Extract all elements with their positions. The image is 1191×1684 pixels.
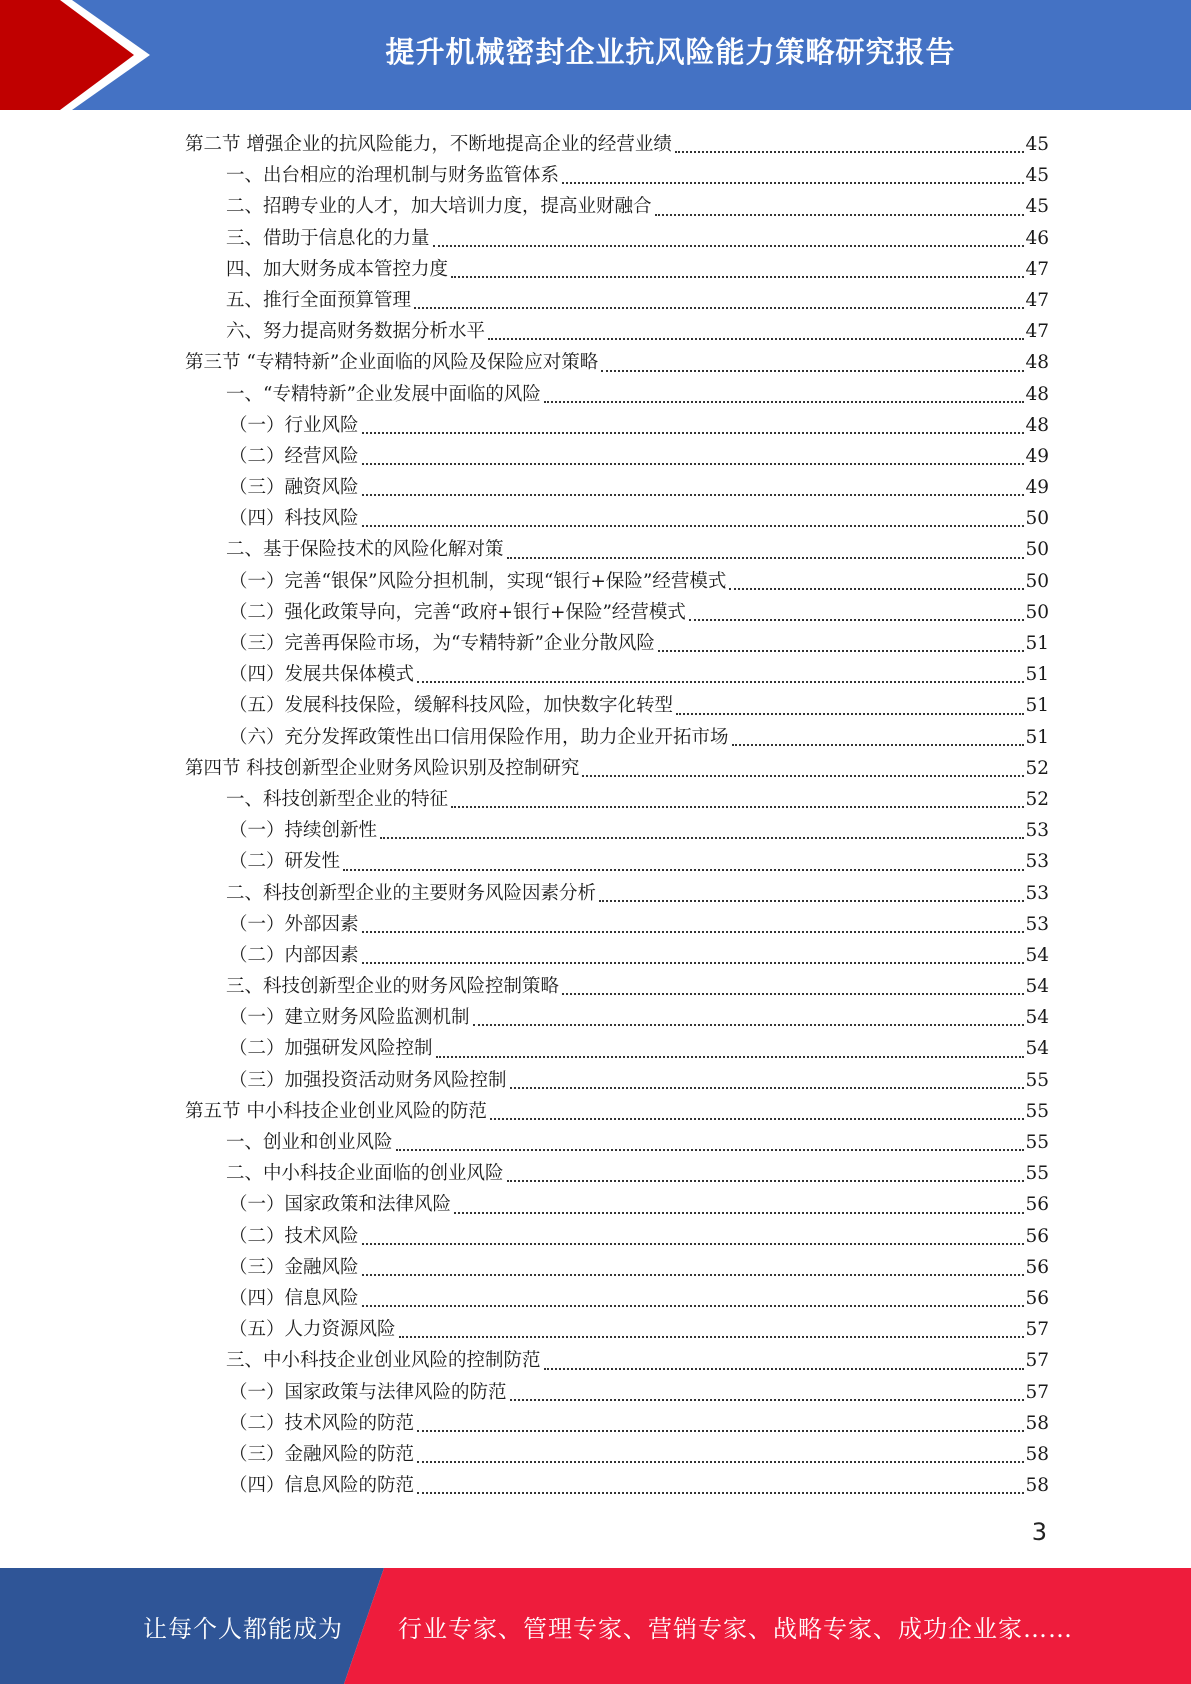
- toc-dot-leader: [490, 1116, 1025, 1120]
- header-title: 提升机械密封企业抗风险能力策略研究报告: [385, 34, 956, 69]
- toc-entry-page: 50: [1025, 539, 1049, 561]
- toc-entry-title: 五、推行全面预算管理: [226, 289, 412, 311]
- toc-entry[interactable]: [185, 753, 1049, 784]
- toc-entry-title: （三）加强投资活动财务风险控制: [229, 1069, 507, 1091]
- toc-entry-title: 三、借助于信息化的力量: [226, 227, 430, 249]
- toc-entry[interactable]: [185, 254, 1049, 285]
- toc-entry[interactable]: [185, 1158, 1049, 1189]
- toc-entry[interactable]: [185, 1283, 1049, 1314]
- toc-dot-leader: [362, 929, 1025, 933]
- toc-entry-title: （三）融资风险: [229, 477, 359, 499]
- toc-entry-page: 48: [1025, 352, 1049, 374]
- toc-entry-page: 58: [1025, 1475, 1049, 1497]
- toc-dot-leader: [544, 399, 1025, 403]
- toc-entry[interactable]: [185, 690, 1049, 721]
- toc-dot-leader: [689, 617, 1025, 621]
- toc-entry[interactable]: [185, 191, 1049, 222]
- toc-entry[interactable]: [185, 846, 1049, 877]
- toc-dot-leader: [507, 1178, 1025, 1182]
- toc-entry[interactable]: [185, 1002, 1049, 1033]
- toc-entry-title: 一、出台相应的治理机制与财务监管体系: [226, 165, 560, 187]
- toc-dot-leader: [510, 1397, 1025, 1401]
- toc-entry-page: 53: [1025, 820, 1049, 842]
- toc-entry-title: 第二节 增强企业的抗风险能力，不断地提高企业的经营业绩: [185, 134, 672, 155]
- toc-entry-title: 二、基于保险技术的风险化解对策: [226, 539, 504, 561]
- toc-entry[interactable]: [185, 160, 1049, 191]
- toc-dot-leader: [451, 274, 1024, 278]
- toc-entry[interactable]: [185, 316, 1049, 347]
- header-arrow-decoration: [0, 0, 160, 110]
- toc-entry[interactable]: [185, 1252, 1049, 1283]
- toc-entry-title: （四）科技风险: [229, 508, 359, 530]
- toc-entry[interactable]: [185, 597, 1049, 628]
- toc-entry-page: 47: [1025, 321, 1049, 343]
- toc-entry[interactable]: [185, 722, 1049, 753]
- toc-dot-leader: [380, 835, 1024, 839]
- toc-dot-leader: [362, 1272, 1025, 1276]
- toc-entry-page: 52: [1025, 788, 1049, 810]
- toc-entry-title: （二）技术风险: [229, 1225, 359, 1247]
- toc-entry-title: 第三节 “专精特新”企业面临的风险及保险应对策略: [185, 352, 599, 374]
- toc-dot-leader: [676, 711, 1024, 715]
- toc-entry-title: 四、加大财务成本管控力度: [226, 258, 449, 280]
- toc-entry-title: （五）人力资源风险: [229, 1319, 396, 1341]
- toc-entry-page: 53: [1025, 851, 1049, 873]
- toc-entry[interactable]: [185, 1096, 1049, 1127]
- toc-entry-title: （一）国家政策与法律风险的防范: [229, 1381, 507, 1403]
- toc-dot-leader: [417, 679, 1024, 683]
- toc-dot-leader: [675, 149, 1025, 153]
- toc-entry[interactable]: [185, 1221, 1049, 1252]
- toc-entry[interactable]: [185, 1127, 1049, 1158]
- toc-dot-leader: [473, 1022, 1025, 1026]
- toc-entry-page: 50: [1025, 508, 1049, 530]
- toc-entry-page: 54: [1025, 976, 1049, 998]
- toc-entry-title: （二）经营风险: [229, 445, 359, 467]
- toc-entry-page: 50: [1025, 570, 1049, 592]
- toc-dot-leader: [562, 991, 1024, 995]
- toc-dot-leader: [454, 1210, 1024, 1214]
- toc-entry-title: （二）研发性: [229, 851, 341, 873]
- toc-entry-page: 57: [1025, 1319, 1049, 1341]
- toc-entry-page: 54: [1025, 1007, 1049, 1029]
- toc-entry-title: 第五节 中小科技企业创业风险的防范: [185, 1100, 487, 1122]
- toc-entry-title: （四）信息风险: [229, 1287, 359, 1309]
- toc-dot-leader: [362, 960, 1025, 964]
- toc-entry-page: 46: [1025, 227, 1049, 249]
- toc-dot-leader: [601, 368, 1024, 372]
- toc-entry-title: 二、招聘专业的人才，加大培训力度，提高业财融合: [226, 196, 652, 218]
- toc-dot-leader: [362, 461, 1025, 465]
- toc-dot-leader: [655, 212, 1025, 216]
- toc-entry-page: 56: [1025, 1287, 1049, 1309]
- toc-dot-leader: [362, 492, 1025, 496]
- table-of-contents: [185, 129, 1049, 1501]
- toc-dot-leader: [436, 1054, 1025, 1058]
- toc-entry-title: （三）金融风险的防范: [229, 1443, 415, 1465]
- toc-dot-leader: [729, 586, 1024, 590]
- toc-entry[interactable]: [185, 940, 1049, 971]
- toc-entry-page: 51: [1025, 633, 1049, 654]
- toc-entry-page: 55: [1025, 1163, 1049, 1185]
- toc-dot-leader: [488, 336, 1024, 340]
- toc-entry[interactable]: [185, 628, 1049, 659]
- toc-entry[interactable]: [185, 285, 1049, 316]
- toc-entry-page: 45: [1025, 165, 1049, 187]
- toc-entry-page: 51: [1025, 695, 1049, 717]
- toc-entry-title: 一、创业和创业风险: [226, 1132, 393, 1153]
- toc-entry-page: 47: [1025, 289, 1049, 311]
- toc-entry-title: （二）内部因素: [229, 944, 359, 966]
- toc-entry-page: 45: [1025, 196, 1049, 218]
- toc-entry-page: 58: [1025, 1412, 1049, 1434]
- toc-entry[interactable]: [185, 347, 1049, 378]
- toc-entry-title: 三、中小科技企业创业风险的控制防范: [226, 1350, 541, 1372]
- toc-entry-title: 一、“专精特新”企业发展中面临的风险: [226, 383, 541, 405]
- page-header: [0, 0, 1191, 110]
- toc-entry-title: 二、中小科技企业面临的创业风险: [226, 1163, 504, 1185]
- toc-entry-title: 第四节 科技创新型企业财务风险识别及控制研究: [185, 757, 580, 779]
- toc-dot-leader: [343, 867, 1024, 871]
- toc-entry-page: 48: [1025, 383, 1049, 405]
- toc-entry-title: （二）加强研发风险控制: [229, 1038, 433, 1060]
- toc-entry[interactable]: [185, 784, 1049, 815]
- toc-entry-page: 55: [1025, 1100, 1049, 1122]
- toc-dot-leader: [658, 648, 1025, 652]
- toc-dot-leader: [582, 773, 1024, 777]
- toc-dot-leader: [362, 430, 1025, 434]
- toc-entry-title: （一）建立财务风险监测机制: [229, 1007, 470, 1029]
- toc-entry-title: （四）发展共保体模式: [229, 664, 415, 686]
- page-number: 3: [1031, 1518, 1047, 1546]
- toc-entry[interactable]: [185, 971, 1049, 1002]
- toc-entry[interactable]: [185, 410, 1049, 441]
- toc-entry-page: 57: [1025, 1381, 1049, 1403]
- toc-dot-leader: [599, 898, 1024, 902]
- toc-entry-title: （一）国家政策和法律风险: [229, 1194, 452, 1216]
- toc-entry-title: （四）信息风险的防范: [229, 1475, 415, 1497]
- toc-dot-leader: [362, 1303, 1025, 1307]
- toc-entry[interactable]: [185, 1377, 1049, 1408]
- toc-dot-leader: [544, 1366, 1025, 1370]
- toc-dot-leader: [399, 1334, 1025, 1338]
- toc-dot-leader: [417, 1459, 1024, 1463]
- toc-entry[interactable]: [185, 223, 1049, 254]
- toc-entry[interactable]: [185, 1033, 1049, 1064]
- toc-entry[interactable]: [185, 815, 1049, 846]
- toc-dot-leader: [362, 523, 1025, 527]
- toc-entry-page: 52: [1025, 757, 1049, 779]
- toc-dot-leader: [396, 1147, 1025, 1151]
- footer-slogan-right: 行业专家、管理专家、营销专家、战略专家、成功企业家……: [398, 1614, 1073, 1643]
- toc-entry-page: 55: [1025, 1069, 1049, 1091]
- toc-entry-title: （一）完善“银保”风险分担机制，实现“银行+保险”经营模式: [229, 570, 727, 592]
- toc-entry-page: 51: [1025, 726, 1049, 748]
- toc-entry[interactable]: [185, 1065, 1049, 1096]
- toc-entry[interactable]: [185, 1189, 1049, 1220]
- toc-entry[interactable]: [185, 1408, 1049, 1439]
- toc-entry-title: （三）金融风险: [229, 1256, 359, 1278]
- toc-entry-page: 47: [1025, 258, 1049, 280]
- toc-entry[interactable]: [185, 566, 1049, 597]
- toc-entry-title: （一）外部因素: [229, 913, 359, 935]
- toc-entry-title: （二）技术风险的防范: [229, 1412, 415, 1434]
- toc-dot-leader: [562, 180, 1024, 184]
- toc-entry[interactable]: [185, 1345, 1049, 1376]
- toc-entry[interactable]: [185, 129, 1049, 160]
- toc-entry-page: 51: [1025, 664, 1049, 686]
- toc-dot-leader: [414, 305, 1024, 309]
- toc-dot-leader: [732, 742, 1025, 746]
- toc-entry-page: 45: [1025, 134, 1049, 155]
- toc-entry-page: 50: [1025, 601, 1049, 623]
- toc-entry-page: 49: [1025, 445, 1049, 467]
- toc-entry-title: （一）行业风险: [229, 414, 359, 436]
- toc-dot-leader: [362, 1241, 1025, 1245]
- toc-entry-page: 56: [1025, 1194, 1049, 1216]
- toc-entry-page: 56: [1025, 1225, 1049, 1247]
- toc-entry-title: 三、科技创新型企业的财务风险控制策略: [226, 976, 560, 998]
- toc-dot-leader: [433, 243, 1025, 247]
- toc-entry[interactable]: [185, 503, 1049, 534]
- toc-dot-leader: [451, 804, 1024, 808]
- toc-entry-title: 二、科技创新型企业的主要财务风险因素分析: [226, 882, 597, 904]
- footer-slogan-left: 让每个人都能成为: [143, 1614, 343, 1643]
- toc-dot-leader: [507, 555, 1025, 559]
- toc-entry-title: 一、科技创新型企业的特征: [226, 788, 449, 810]
- toc-entry[interactable]: [185, 1439, 1049, 1470]
- toc-entry-title: （六）充分发挥政策性出口信用保险作用，助力企业开拓市场: [229, 726, 729, 748]
- toc-entry-title: （二）强化政策导向，完善“政府+银行+保险”经营模式: [229, 601, 686, 623]
- toc-entry-page: 54: [1025, 1038, 1049, 1060]
- toc-entry-page: 49: [1025, 477, 1049, 499]
- toc-entry-page: 54: [1025, 944, 1049, 966]
- toc-entry-title: （一）持续创新性: [229, 820, 378, 842]
- toc-entry-page: 57: [1025, 1350, 1049, 1372]
- toc-entry[interactable]: [185, 659, 1049, 690]
- toc-entry[interactable]: [185, 379, 1049, 410]
- toc-dot-leader: [417, 1428, 1024, 1432]
- toc-entry[interactable]: [185, 534, 1049, 565]
- toc-entry[interactable]: [185, 909, 1049, 940]
- toc-entry-title: （三）完善再保险市场，为“专精特新”企业分散风险: [229, 633, 655, 654]
- toc-entry[interactable]: [185, 1314, 1049, 1345]
- toc-entry[interactable]: [185, 1470, 1049, 1501]
- toc-entry-page: 53: [1025, 913, 1049, 935]
- toc-entry-page: 53: [1025, 882, 1049, 904]
- toc-entry-title: 六、努力提高财务数据分析水平: [226, 321, 486, 343]
- toc-entry-page: 58: [1025, 1443, 1049, 1465]
- toc-entry[interactable]: [185, 472, 1049, 503]
- toc-dot-leader: [417, 1490, 1024, 1494]
- toc-entry-page: 48: [1025, 414, 1049, 436]
- toc-entry[interactable]: [185, 878, 1049, 909]
- page-footer: [0, 1568, 1191, 1684]
- toc-entry-page: 56: [1025, 1256, 1049, 1278]
- toc-entry[interactable]: [185, 441, 1049, 472]
- toc-dot-leader: [510, 1085, 1025, 1089]
- toc-entry-page: 55: [1025, 1132, 1049, 1153]
- toc-entry-title: （五）发展科技保险，缓解科技风险，加快数字化转型: [229, 695, 674, 717]
